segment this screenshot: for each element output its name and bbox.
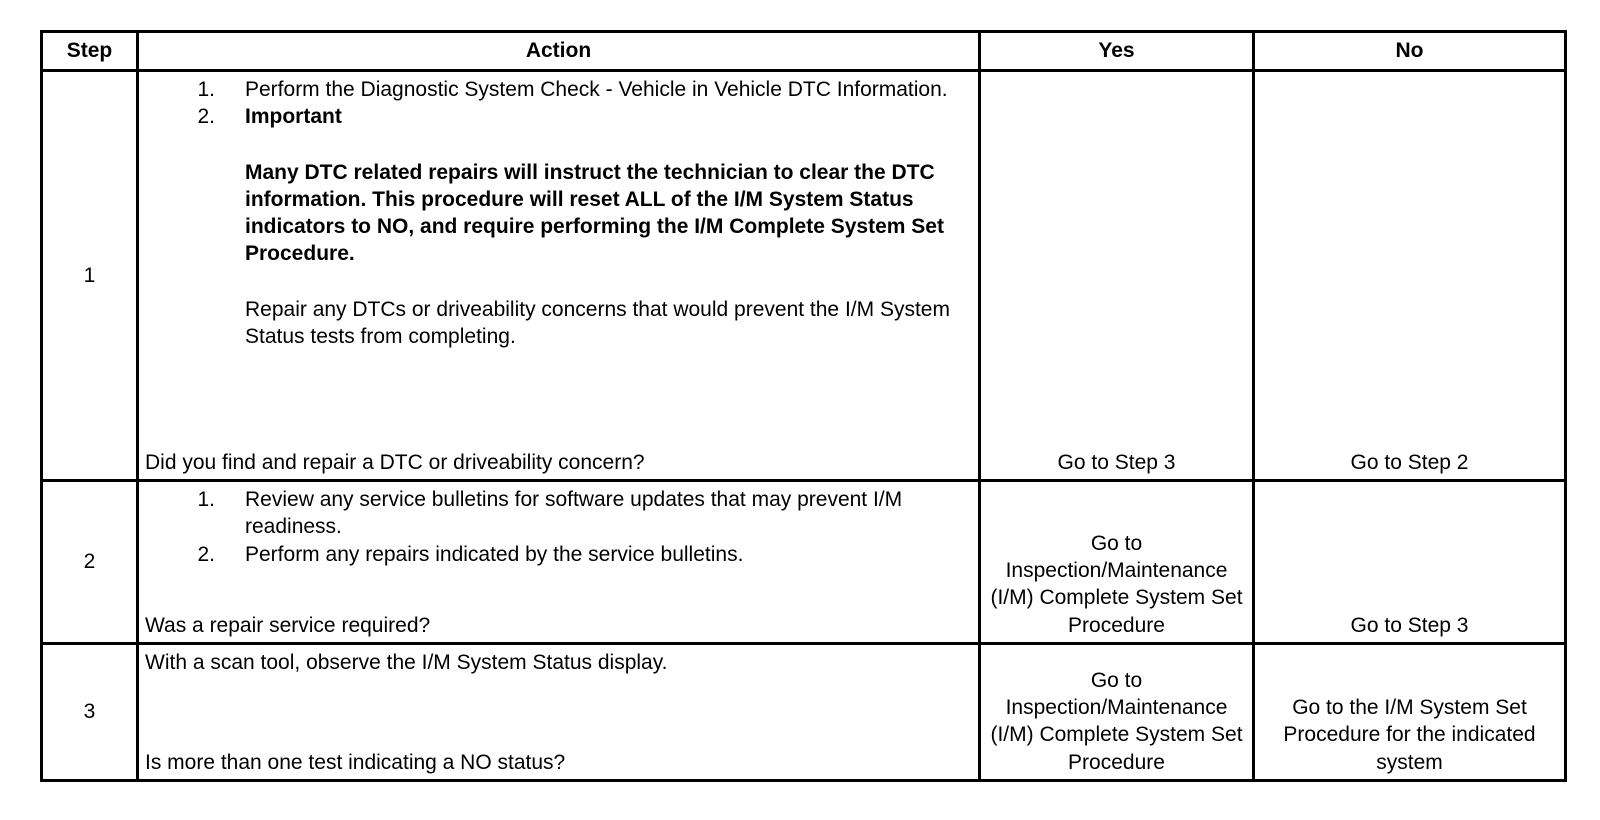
table-row-step-3 [42, 644, 1566, 781]
yes-answer: Go to Inspection/Maintenance (I/M) Complete System Set Procedure [980, 644, 1254, 781]
yes-answer: Go to Step 3 [980, 71, 1254, 481]
step-number: 2 [42, 481, 138, 644]
header-row [42, 32, 1566, 71]
no-answer: Go to Step 3 [1254, 481, 1566, 644]
step-number: 3 [42, 644, 138, 781]
header-no: No [1254, 32, 1566, 71]
important-note: Many DTC related repairs will instruct the technician to clear the DTC information. This procedure will reset ALL of the I/M System Status indicators to NO, and require performing the I/M Complete System Set Procedure. [245, 160, 944, 266]
step-question: Is more than one test indicating a NO status? [145, 750, 566, 774]
table-row-step-1 [42, 71, 1566, 481]
list-item-number: 2. [197, 542, 215, 566]
list-item [145, 76, 972, 103]
step-question: Was a repair service required? [145, 613, 431, 637]
list-item-number: 2. [197, 105, 215, 129]
list-item-text: Review any service bulletins for software updates that may prevent I/M readiness. [245, 488, 903, 539]
no-answer: Go to the I/M System Set Procedure for the indicated system [1254, 644, 1566, 781]
repair-note: Repair any DTCs or driveability concerns that would prevent the I/M System Status tests from completing. [245, 297, 950, 349]
step-question: Did you find and repair a DTC or driveability concern? [145, 450, 645, 474]
table-row-step-2 [42, 481, 1566, 644]
header-step: Step [42, 32, 138, 71]
list-item [145, 541, 972, 568]
important-label: Important [245, 105, 342, 129]
yes-answer: Go to Inspection/Maintenance (I/M) Complete System Set Procedure [980, 481, 1254, 644]
list-item-number: 1. [197, 488, 215, 511]
list-item-text: Perform the Diagnostic System Check - Vehicle in Vehicle DTC Information. [245, 78, 948, 101]
header-yes: Yes [980, 32, 1254, 71]
header-action: Action [138, 32, 980, 71]
list-item-number: 1. [197, 78, 215, 101]
diagnostic-table [40, 30, 1567, 782]
action-cell [138, 71, 980, 481]
list-item [145, 486, 972, 541]
list-item [145, 103, 972, 130]
step-instruction: With a scan tool, observe the I/M System Status display. [145, 651, 668, 674]
action-cell [138, 481, 980, 644]
no-answer: Go to Step 2 [1254, 71, 1566, 481]
action-cell [138, 644, 980, 781]
list-item-text: Perform any repairs indicated by the service bulletins. [245, 542, 744, 566]
step-number: 1 [42, 71, 138, 481]
